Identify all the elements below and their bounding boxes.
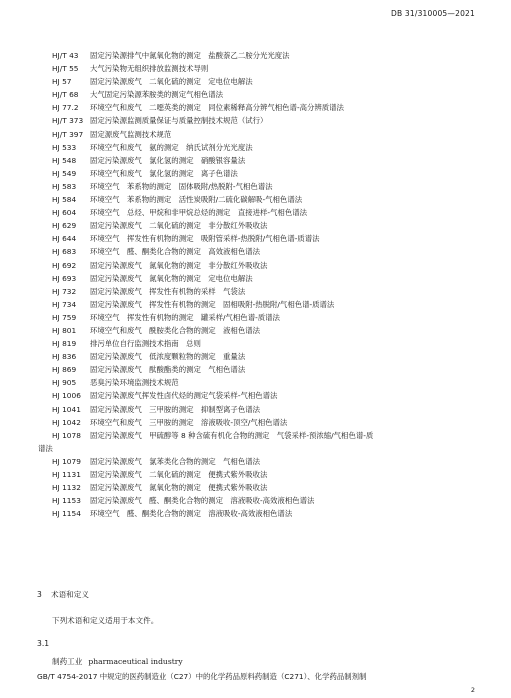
reference-title: 固定污染源监测质量保证与质量控制技术规范（试行） — [90, 116, 268, 126]
reference-title: 固定污染源废气 酞酸酯类的测定 气相色谱法 — [90, 365, 246, 375]
reference-title: 大气污染物无组织排放监测技术导则 — [90, 64, 209, 74]
reference-item — [52, 141, 472, 154]
reference-code: HJ 693 — [52, 273, 77, 283]
section-heading — [37, 589, 89, 600]
reference-code: HJ 583 — [52, 181, 77, 191]
reference-item — [52, 350, 472, 363]
reference-item — [52, 403, 472, 416]
reference-code: HJ 77.2 — [52, 103, 79, 113]
reference-code: HJ 629 — [52, 221, 77, 231]
reference-item — [52, 128, 472, 141]
reference-item — [52, 180, 472, 193]
reference-title: 固定污染源废气 二氧化硫的测定 便携式紫外吸收法 — [90, 470, 268, 479]
reference-title: 固定污染源废气 醛、酮类化合物的测定 溶液吸收-高效液相色谱法 — [90, 496, 315, 506]
reference-item — [52, 337, 472, 350]
reference-item — [52, 49, 472, 62]
reference-code: HJ 734 — [52, 299, 77, 309]
reference-title: 固定污染源废气 氮氧化物的测定 便携式紫外吸收法 — [90, 483, 268, 493]
reference-code: HJ 1078 — [52, 430, 81, 440]
reference-code: HJ 1131 — [52, 470, 81, 479]
reference-title-continuation: 谱法 — [38, 443, 53, 453]
reference-code: HJ 1153 — [52, 496, 81, 506]
reference-title: 固定污染源废气 甲硫醇等 8 种含硫有机化合物的测定 气袋采样-预浓缩/气相色谱-质 — [90, 430, 374, 440]
reference-title: 环境空气和废气 酰胺类化合物的测定 液相色谱法 — [90, 325, 260, 335]
reference-item — [52, 507, 472, 520]
reference-title: 环境空气 苯系物的测定 活性炭吸附/二硫化碳解吸-气相色谱法 — [90, 195, 303, 205]
reference-item — [52, 75, 472, 88]
reference-title: 环境空气 醛、酮类化合物的测定 高效液相色谱法 — [90, 247, 260, 257]
reference-code: HJ 801 — [52, 325, 77, 335]
reference-code: HJ 732 — [52, 286, 77, 296]
reference-item — [52, 324, 472, 337]
reference-title: 环境空气和废气 二噁英类的测定 同位素稀释高分辨气相色谱-高分辨质谱法 — [90, 103, 344, 113]
reference-item — [52, 154, 472, 167]
reference-title: 固定源废气监测技术规范 — [90, 129, 172, 139]
reference-title: 固定污染源废气 氮氧化物的测定 非分散红外吸收法 — [90, 260, 268, 270]
reference-item — [52, 311, 472, 324]
reference-title: 固定污染源排气中氮氧化物的测定 盐酸萘乙二胺分光光度法 — [90, 51, 290, 60]
reference-item — [52, 455, 472, 468]
reference-item — [52, 468, 472, 481]
reference-code: HJ 1042 — [52, 417, 81, 427]
reference-title: 环境空气和废气 氨的测定 纳氏试剂分光光度法 — [90, 142, 253, 152]
reference-title: 固定污染源废气 氯化氢的测定 硝酸银容量法 — [90, 155, 246, 165]
page-number: 2 — [470, 686, 475, 694]
reference-code: HJ/T 55 — [52, 64, 79, 74]
reference-item — [52, 416, 472, 429]
reference-item — [52, 376, 472, 389]
section-intro: 下列术语和定义适用于本文件。 — [52, 616, 159, 625]
reference-code: HJ/T 397 — [52, 129, 84, 139]
reference-item — [52, 219, 472, 232]
reference-title: 固定污染源废气 氯苯类化合物的测定 气相色谱法 — [90, 456, 260, 466]
reference-code: HJ 1132 — [52, 483, 81, 493]
reference-title: 环境空气 醛、酮类化合物的测定 溶液吸收-高效液相色谱法 — [90, 509, 293, 519]
reference-title: 固定污染源废气 三甲胺的测定 抑制型离子色谱法 — [90, 404, 260, 414]
reference-title: 环境空气 总烃、甲烷和非甲烷总烃的测定 直接进样-气相色谱法 — [90, 208, 307, 218]
reference-code: HJ 819 — [52, 339, 77, 349]
reference-item — [52, 494, 472, 507]
reference-title: 固定污染源废气 二氧化硫的测定 定电位电解法 — [90, 77, 253, 87]
reference-code: HJ 549 — [52, 168, 77, 178]
reference-title: 固定污染源废气 二氧化硫的测定 非分散红外吸收法 — [90, 221, 268, 231]
reference-title: 环境空气 苯系物的测定 固体吸附/热脱附-气相色谱法 — [90, 181, 273, 191]
reference-item — [52, 62, 472, 75]
section-title: 术语和定义 — [51, 590, 89, 599]
term-name-cn: 制药工业 — [52, 657, 83, 666]
reference-title: 恶臭污染环境监测技术规范 — [90, 378, 179, 388]
reference-title: 环境空气和废气 三甲胺的测定 溶液吸收-顶空/气相色谱法 — [90, 417, 288, 427]
reference-item — [52, 298, 472, 311]
reference-code: HJ 57 — [52, 77, 72, 87]
term-number: 3.1 — [37, 639, 50, 648]
reference-code: HJ/T 373 — [52, 116, 84, 126]
reference-item — [52, 363, 472, 376]
reference-code: HJ 1041 — [52, 404, 81, 414]
reference-title: 排污单位自行监测技术指南 总则 — [90, 339, 201, 349]
normative-references-list — [38, 49, 472, 520]
reference-code: HJ 1079 — [52, 456, 81, 466]
reference-title: 固定污染源废气 挥发性有机物的采样 气袋法 — [90, 286, 246, 296]
reference-code: HJ 869 — [52, 365, 77, 375]
reference-title: 固定污染源废气挥发性卤代烃的测定气袋采样-气相色谱法 — [90, 391, 278, 401]
reference-code: HJ 548 — [52, 155, 77, 165]
reference-code: HJ 533 — [52, 142, 77, 152]
term-name-en: pharmaceutical industry — [88, 657, 183, 666]
reference-code: HJ/T 43 — [52, 51, 79, 60]
reference-code: HJ 1154 — [52, 509, 81, 519]
reference-item — [38, 429, 472, 455]
reference-item — [52, 389, 472, 402]
reference-item — [52, 88, 472, 101]
reference-item — [52, 101, 472, 114]
reference-title: 环境空气 挥发性有机物的测定 罐采样/气相色谱-质谱法 — [90, 312, 280, 322]
term-definition: GB/T 4754-2017 中规定的医药制造业（C27）中的化学药品原料药制造（C271）、化学药品制剂制 — [37, 672, 367, 681]
reference-item — [52, 259, 472, 272]
reference-item — [52, 114, 472, 127]
reference-item — [52, 245, 472, 258]
reference-item — [52, 272, 472, 285]
reference-item — [52, 206, 472, 219]
reference-code: HJ 836 — [52, 352, 77, 362]
reference-title: 大气固定污染源苯胺类的测定气相色谱法 — [90, 90, 224, 100]
reference-code: HJ 644 — [52, 234, 77, 244]
reference-item — [52, 232, 472, 245]
reference-title: 环境空气 挥发性有机物的测定 吸附管采样-热脱附/气相色谱-质谱法 — [90, 234, 320, 244]
document-code: DB 31/310005—2021 — [391, 9, 475, 18]
reference-code: HJ 759 — [52, 312, 77, 322]
section-number: 3 — [37, 590, 42, 599]
reference-title: 环境空气和废气 氯化氢的测定 离子色谱法 — [90, 168, 238, 178]
reference-item — [52, 481, 472, 494]
reference-item — [52, 193, 472, 206]
reference-code: HJ 584 — [52, 195, 77, 205]
reference-item — [52, 285, 472, 298]
reference-item — [52, 167, 472, 180]
reference-title: 固定污染源废气 氮氧化物的测定 定电位电解法 — [90, 273, 253, 283]
reference-title: 固定污染源废气 低浓度颗粒物的测定 重量法 — [90, 352, 246, 362]
reference-code: HJ 683 — [52, 247, 77, 257]
reference-code: HJ 905 — [52, 378, 77, 388]
term-name — [52, 656, 183, 667]
reference-code: HJ 604 — [52, 208, 77, 218]
reference-code: HJ 1006 — [52, 391, 81, 401]
reference-code: HJ 692 — [52, 260, 77, 270]
reference-title: 固定污染源废气 挥发性有机物的测定 固相吸附-热脱附/气相色谱-质谱法 — [90, 299, 335, 309]
reference-code: HJ/T 68 — [52, 90, 79, 100]
